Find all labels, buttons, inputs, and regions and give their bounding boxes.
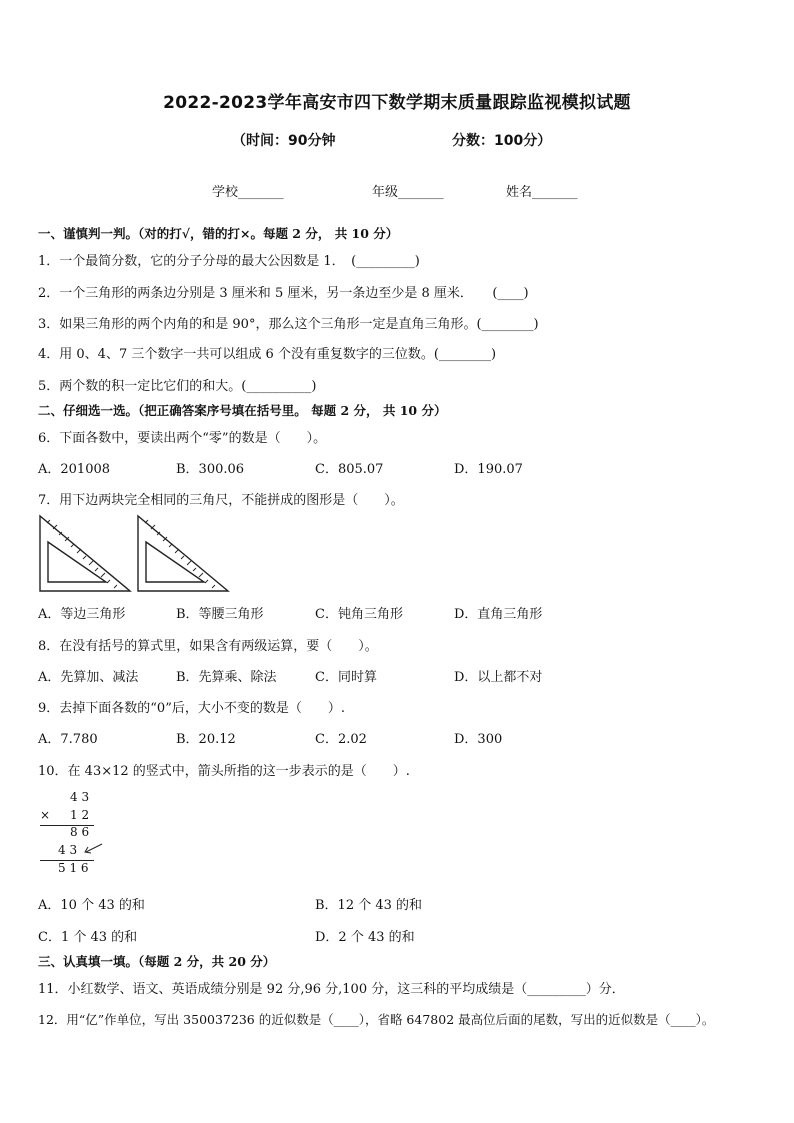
question-6: 6．下面各数中，要读出两个“零”的数是（ ）。 bbox=[38, 431, 327, 446]
section-3-heading: 三、认真填一填。（每题 2 分，共 20 分） bbox=[38, 954, 276, 969]
question-3: 3．如果三角形的两个内角的和是 90°，那么这个三角形一定是直角三角形。(________) bbox=[38, 317, 539, 332]
calc-row-4: 4 3 bbox=[58, 843, 78, 857]
q8-option-a: A．先算加、减法 bbox=[38, 670, 139, 685]
question-5: 5．两个数的积一定比它们的和大。(__________) bbox=[38, 379, 317, 394]
q9-option-a: A．7.780 bbox=[38, 732, 98, 747]
q10-option-b: B．12 个 43 的和 bbox=[315, 898, 423, 913]
question-7: 7．用下边两块完全相同的三角尺，不能拼成的图形是（ ）。 bbox=[38, 493, 404, 508]
page-title: 2022-2023学年高安市四下数学期末质量跟踪监视模拟试题 bbox=[163, 93, 631, 113]
calc-row-2: 1 2 bbox=[70, 808, 90, 822]
triangle-rulers-figure bbox=[36, 514, 232, 594]
q7-option-b: B．等腰三角形 bbox=[176, 607, 264, 622]
calc-row-3: 8 6 bbox=[70, 825, 90, 839]
question-9: 9．去掉下面各数的“0”后，大小不变的数是（ ）. bbox=[38, 701, 345, 716]
q6-option-d: D．190.07 bbox=[454, 462, 523, 477]
question-10: 10．在 43×12 的竖式中，箭头所指的这一步表示的是（ ）. bbox=[38, 764, 410, 779]
q8-option-b: B．先算乘、除法 bbox=[176, 670, 277, 685]
triangle-ruler-right-icon bbox=[138, 516, 228, 591]
question-4: 4．用 0、4、7 三个数字一共可以组成 6 个没有重复数字的三位数。(________) bbox=[38, 347, 497, 362]
calc-row-5: 5 1 6 bbox=[58, 861, 89, 875]
q7-option-d: D．直角三角形 bbox=[454, 607, 543, 622]
q6-option-c: C．805.07 bbox=[315, 462, 384, 477]
q9-option-b: B．20.12 bbox=[176, 732, 236, 747]
question-11: 11．小红数学、语文、英语成绩分别是 92 分,96 分,100 分，这三科的平均成绩是（_________）分． bbox=[38, 982, 625, 997]
q8-option-d: D．以上都不对 bbox=[454, 670, 543, 685]
q10-option-d: D．2 个 43 的和 bbox=[315, 930, 415, 945]
calc-row-1: 4 3 bbox=[70, 790, 90, 804]
q9-option-c: C．2.02 bbox=[315, 732, 367, 747]
question-12: 12．用“亿”作单位，写出 350037236 的近似数是（____），省略 647802 最高位后面的尾数，写出的近似数是（____）。 bbox=[38, 1012, 715, 1027]
question-8: 8．在没有括号的算式里，如果含有两级运算，要（ ）。 bbox=[38, 639, 378, 654]
q6-option-b: B．300.06 bbox=[176, 462, 245, 477]
q10-option-a: A．10 个 43 的和 bbox=[38, 898, 145, 913]
name-field: 姓名_______ bbox=[506, 185, 578, 200]
section-2-heading: 二、仔细选一选。（把正确答案序号填在括号里。 每题 2 分， 共 10 分） bbox=[38, 403, 447, 418]
question-1: 1．一个最简分数，它的分子分母的最大公因数是 1． (_________) bbox=[38, 254, 420, 269]
time-label: （时间：90分钟 bbox=[232, 133, 336, 149]
section-1-heading: 一、谨慎判一判。（对的打√，错的打×。每题 2 分， 共 10 分） bbox=[38, 226, 399, 241]
q6-option-a: A．201008 bbox=[38, 462, 111, 477]
vertical-multiplication-figure bbox=[38, 790, 118, 880]
grade-field: 年级_______ bbox=[372, 185, 444, 200]
school-field: 学校_______ bbox=[212, 185, 284, 200]
score-label: 分数：100分） bbox=[452, 133, 552, 149]
q8-option-c: C．同时算 bbox=[315, 670, 377, 685]
q9-option-d: D．300 bbox=[454, 732, 503, 747]
arrow-icon bbox=[82, 842, 104, 856]
q7-option-a: A．等边三角形 bbox=[38, 607, 126, 622]
q10-option-c: C．1 个 43 的和 bbox=[38, 930, 138, 945]
triangle-ruler-left-icon bbox=[40, 516, 130, 591]
q7-option-c: C．钝角三角形 bbox=[315, 607, 403, 622]
calc-times-sign: × bbox=[40, 808, 51, 822]
question-2: 2．一个三角形的两条边分别是 3 厘米和 5 厘米，另一条边至少是 8 厘米． (____) bbox=[38, 286, 529, 301]
